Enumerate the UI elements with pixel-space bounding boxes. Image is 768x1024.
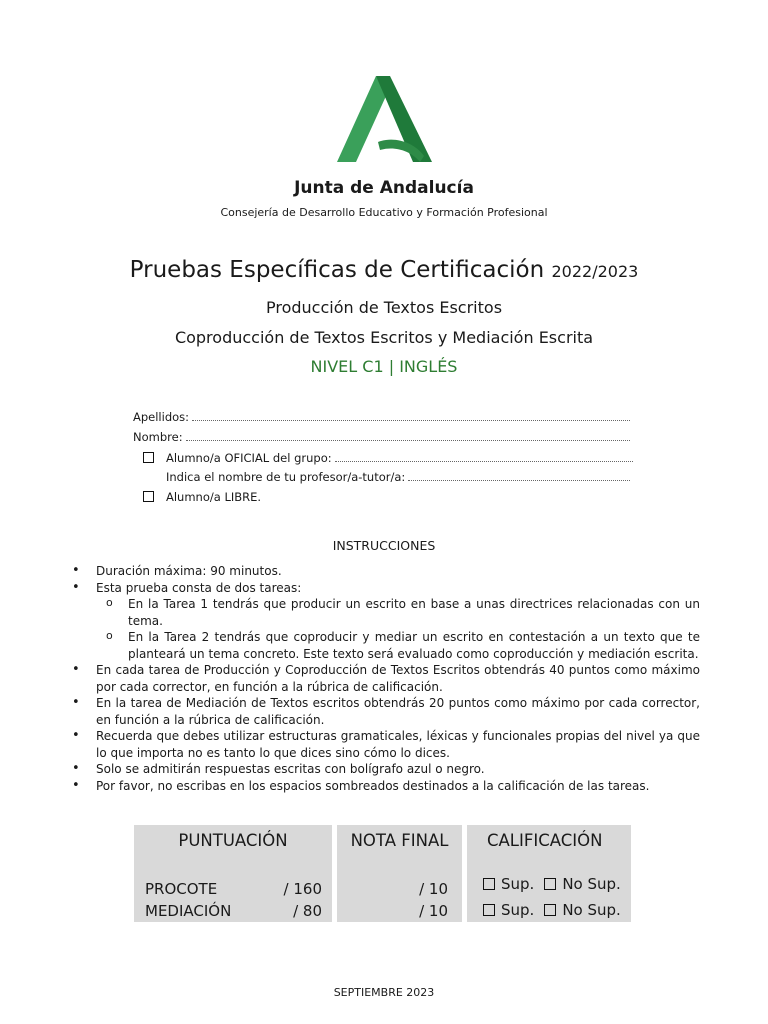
fail-label: No Sup.: [562, 901, 621, 919]
fail-label: No Sup.: [562, 875, 621, 893]
official-checkbox[interactable]: [143, 452, 154, 463]
procote-grade-options: [483, 875, 621, 893]
name-label: Nombre:: [133, 430, 183, 444]
exam-level: NIVEL C1 | INGLÉS: [310, 357, 458, 376]
list-item: • En cada tarea de Producción y Coproducción de Textos Escritos obtendrás 40 puntos como máximo por cada corrector, en función a la rúbrica de calificación.: [70, 662, 700, 695]
tutor-label: Indica el nombre de tu profesor/a-tutor/a:: [166, 470, 406, 484]
list-item: • Solo se admitirán respuestas escritas con bolígrafo azul o negro.: [70, 761, 700, 778]
official-label: Alumno/a OFICIAL del grupo:: [166, 451, 332, 465]
official-group-line[interactable]: [335, 451, 633, 462]
free-student-field[interactable]: [143, 490, 343, 506]
exam-title-main: Pruebas Específicas de Certificación: [129, 257, 545, 283]
mediacion-fail-checkbox[interactable]: [544, 904, 556, 916]
mediacion-pass-checkbox[interactable]: [483, 904, 495, 916]
free-checkbox[interactable]: [143, 491, 154, 502]
list-item: o En la Tarea 2 tendrás que coproducir y mediar un escrito en contestación a un texto que te planteará un tema concreto. Este texto será evaluado como coproducción y mediación escrita.: [96, 629, 700, 662]
puntuacion-header: PUNTUACIÓN: [178, 831, 288, 850]
exam-year: 2022/2023: [551, 262, 639, 281]
calificacion-header: CALIFICACIÓN: [487, 831, 603, 850]
mediacion-max: / 80: [293, 902, 322, 920]
tutor-field[interactable]: [166, 470, 630, 486]
footer-date: SEPTIEMBRE 2023: [333, 986, 435, 999]
tasks-intro: Esta prueba consta de dos tareas:: [96, 580, 302, 595]
exam-title: [0, 257, 768, 283]
nota-final-box: [337, 825, 462, 922]
official-student-field[interactable]: [143, 451, 633, 467]
list-item: • Por favor, no escribas en los espacios sombreados destinados a la calificación de las tareas.: [70, 778, 700, 795]
tutor-line[interactable]: [408, 470, 630, 481]
surname-label: Apellidos:: [133, 410, 190, 424]
pass-label: Sup.: [501, 875, 535, 893]
mediacion-label: MEDIACIÓN: [145, 902, 232, 920]
list-item: o En la Tarea 1 tendrás que producir un escrito en base a unas directrices relacionadas con un tema.: [96, 596, 700, 629]
tasks-sublist: [96, 596, 700, 662]
list-item: • Recuerda que debes utilizar estructuras gramaticales, léxicas y funcionales propias del nivel ya que lo que importa no es tanto lo que dices sino cómo lo dices.: [70, 728, 700, 761]
logo-left-stroke: [337, 76, 386, 162]
name-line[interactable]: [186, 430, 630, 441]
exam-subtitle-1: Producción de Textos Escritos: [265, 298, 503, 317]
junta-andalucia-logo: [334, 76, 434, 164]
free-label: Alumno/a LIBRE.: [166, 490, 262, 504]
procote-pass-checkbox[interactable]: [483, 878, 495, 890]
calificacion-box: [467, 825, 631, 922]
procote-fail-checkbox[interactable]: [544, 878, 556, 890]
mediacion-nota: / 10: [419, 902, 448, 920]
puntuacion-box: [134, 825, 332, 922]
mediacion-grade-options: [483, 901, 621, 919]
list-item: • Duración máxima: 90 minutos.: [70, 563, 700, 580]
list-item: • En la tarea de Mediación de Textos escritos obtendrás 20 puntos como máximo por cada corrector, en función a la rúbrica de calificación.: [70, 695, 700, 728]
surname-line[interactable]: [192, 410, 630, 421]
pass-label: Sup.: [501, 901, 535, 919]
procote-nota: / 10: [419, 880, 448, 898]
procote-label: PROCOTE: [145, 880, 218, 898]
surname-field[interactable]: [133, 410, 630, 426]
procote-max: / 160: [283, 880, 322, 898]
department-name: Consejería de Desarrollo Educativo y Formación Profesional: [220, 206, 548, 219]
exam-subtitle-2: Coproducción de Textos Escritos y Mediación Escrita: [174, 328, 594, 347]
name-field[interactable]: [133, 430, 630, 446]
instructions-heading: INSTRUCCIONES: [332, 538, 436, 553]
org-name: Junta de Andalucía: [294, 178, 474, 198]
nota-final-header: NOTA FINAL: [350, 831, 449, 850]
list-item: [70, 580, 700, 663]
instructions-list: [70, 563, 700, 794]
